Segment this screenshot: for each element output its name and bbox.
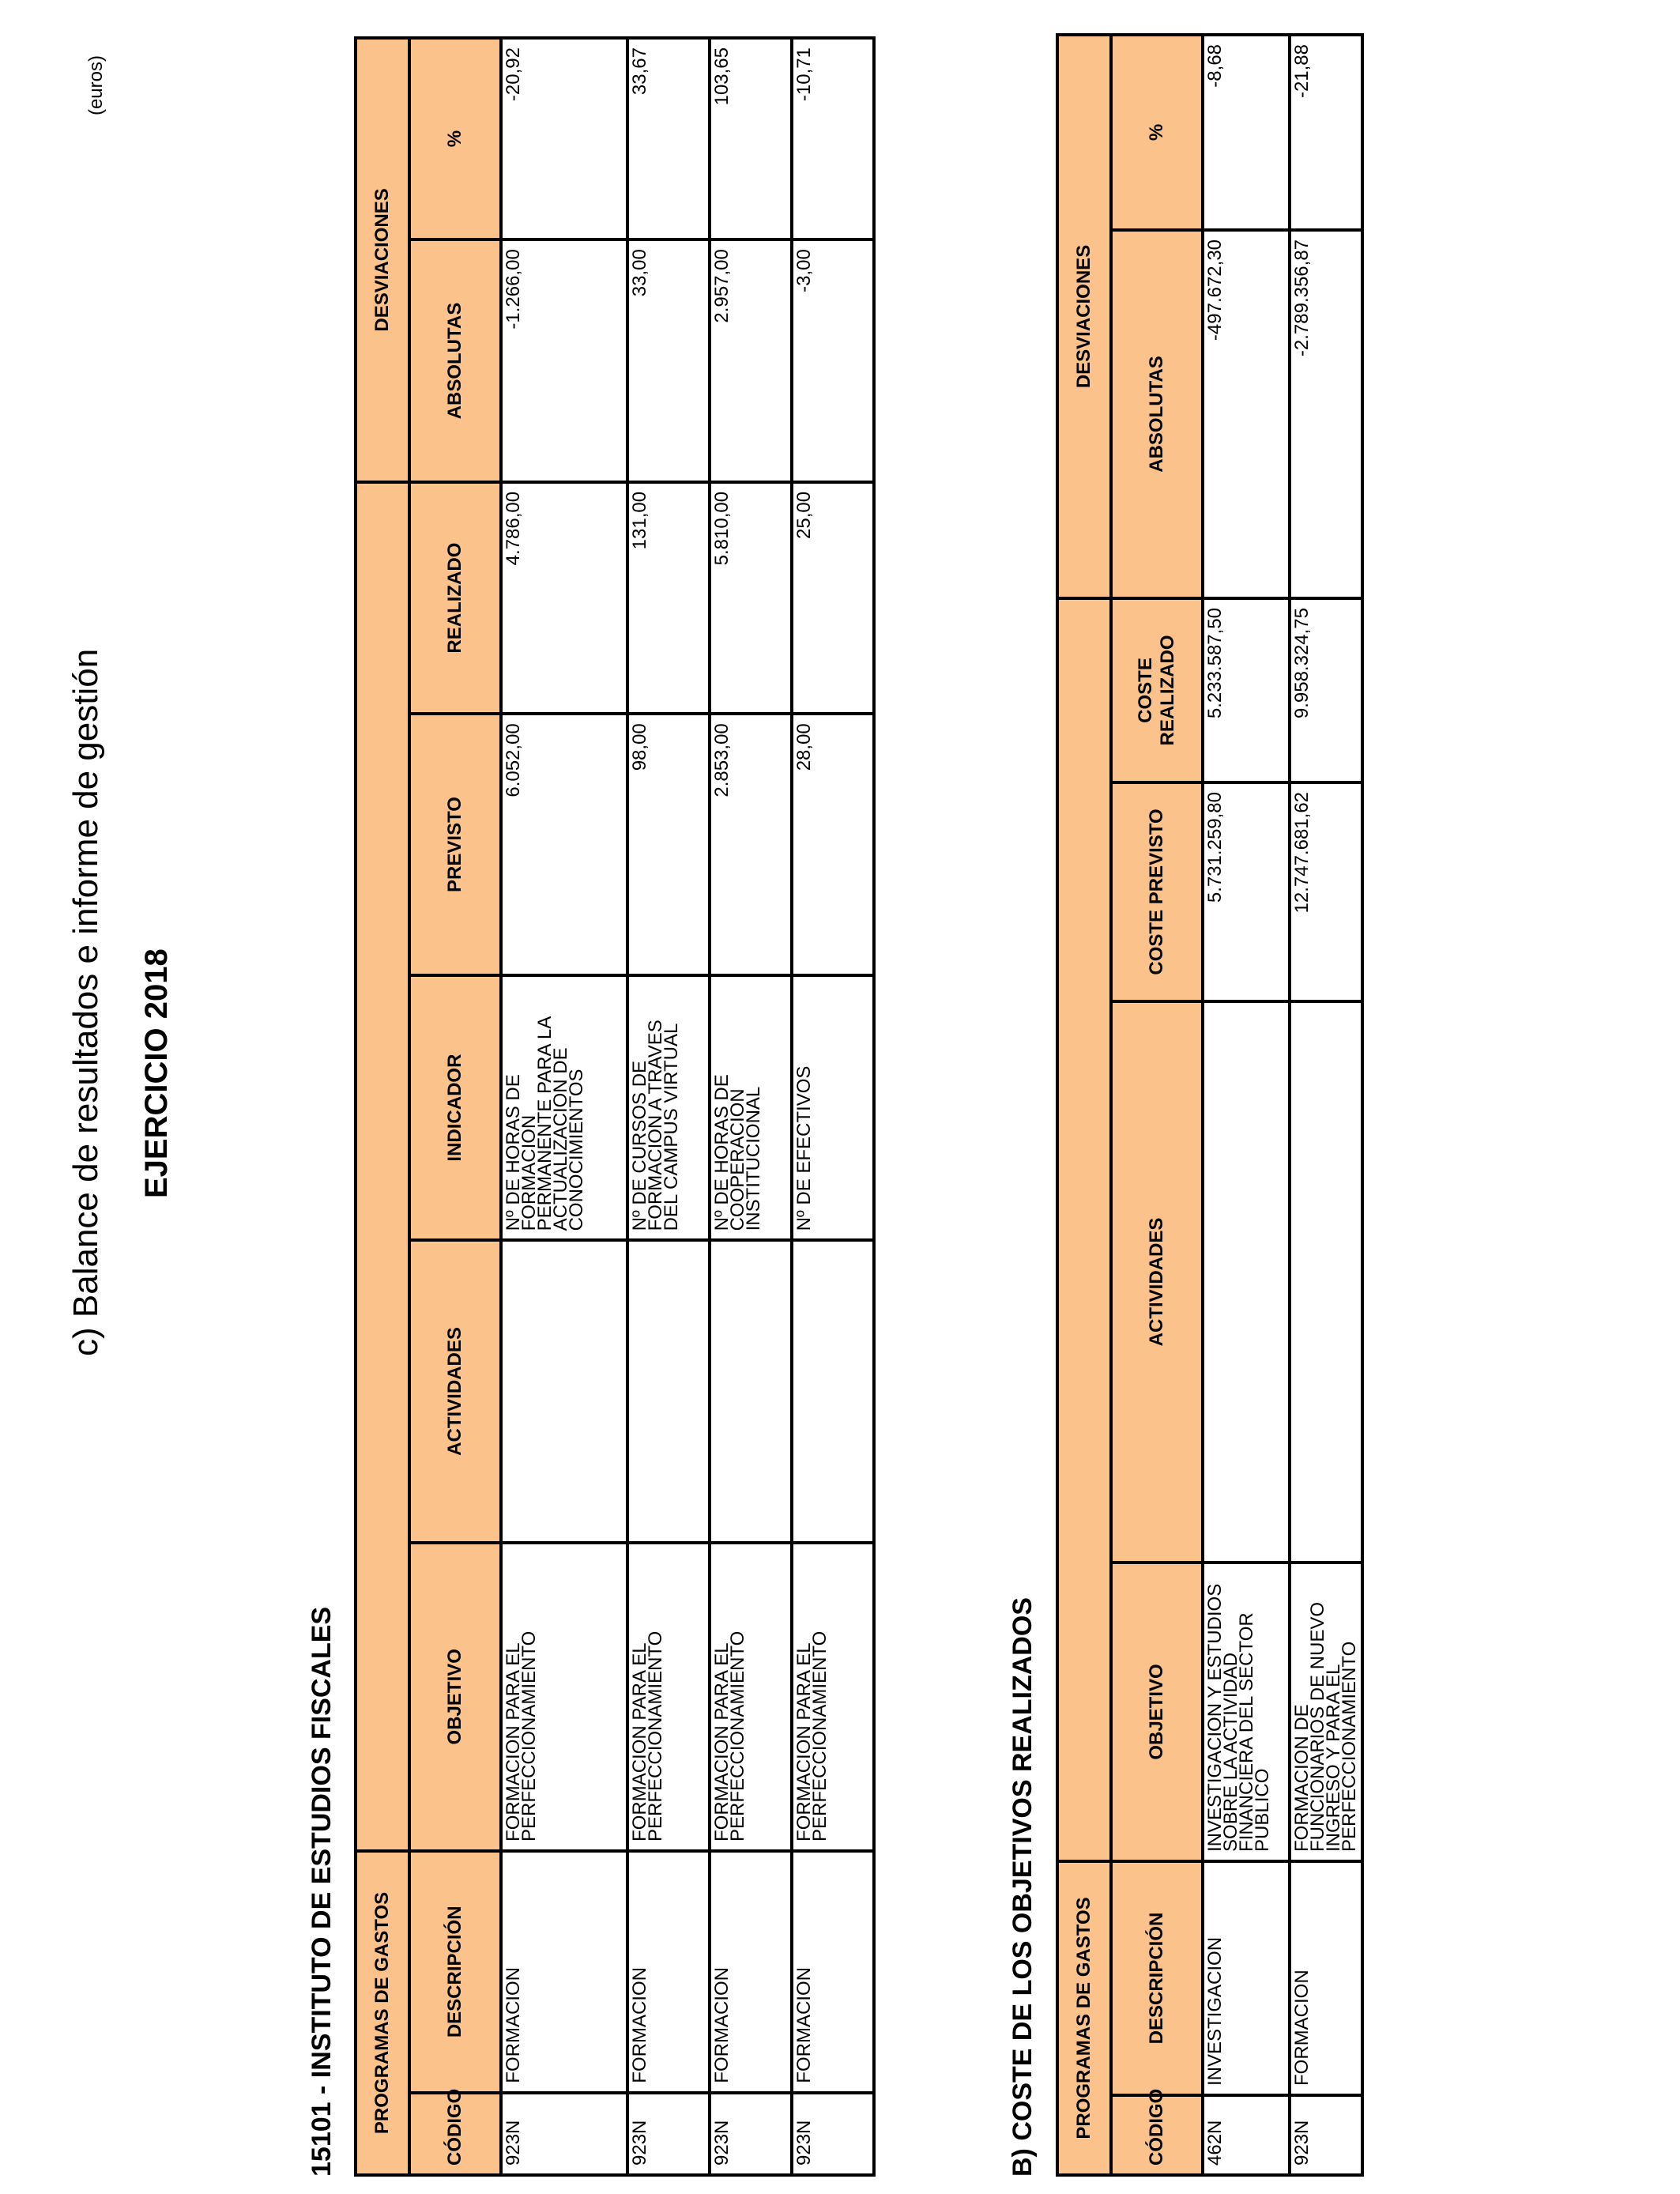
cell-realizado: 5.810,00	[710, 482, 792, 714]
section-heading: 15101 - INSTITUTO DE ESTUDIOS FISCALES	[307, 1606, 337, 2177]
table-row	[627, 38, 710, 2175]
column-header-row	[1111, 35, 1203, 2175]
col-actividades: ACTIVIDADES	[409, 1240, 501, 1542]
col-absolutas: ABSOLUTAS	[1111, 230, 1203, 598]
cell-codigo: 923N	[501, 2093, 627, 2175]
group-header-row	[1057, 35, 1111, 2175]
table-row	[792, 38, 874, 2175]
col-descripcion: DESCRIPCIÓN	[409, 1851, 501, 2093]
cell-absolutas: -3,00	[792, 239, 874, 482]
units-label: (euros)	[85, 55, 107, 116]
col-objetivo: OBJETIVO	[1111, 1563, 1203, 1861]
cell-pct: 103,65	[710, 38, 792, 239]
cell-actividades	[792, 1240, 874, 1542]
group-header-row	[356, 38, 409, 2175]
col-actividades: ACTIVIDADES	[1111, 1001, 1203, 1563]
cell-descripcion: FORMACION	[1290, 1861, 1362, 2095]
column-header-row	[409, 38, 501, 2175]
col-realizado: REALIZADO	[409, 482, 501, 714]
desviaciones-group-header: DESVIACIONES	[356, 38, 409, 482]
cell-absolutas: -497.672,30	[1203, 230, 1290, 598]
indicators-table	[354, 36, 876, 2177]
cell-indicador: Nº DE EFECTIVOS	[792, 975, 874, 1241]
cell-realizado: 25,00	[792, 482, 874, 714]
cell-pct: -8,68	[1203, 35, 1290, 230]
cell-objetivo: FORMACION PARA EL PERFECCIONAMIENTO	[792, 1543, 874, 1851]
cell-absolutas: -1.266,00	[501, 239, 627, 482]
table-row	[1290, 35, 1362, 2175]
cell-descripcion: FORMACION	[627, 1851, 710, 2093]
cell-actividades	[627, 1240, 710, 1542]
col-coste-previsto: COSTE PREVISTO	[1111, 782, 1203, 1001]
table-row	[1203, 35, 1290, 2175]
cell-objetivo: FORMACION PARA EL PERFECCIONAMIENTO	[627, 1543, 710, 1851]
cell-actividades	[710, 1240, 792, 1542]
cell-realizado: 131,00	[627, 482, 710, 714]
cell-previsto: 6.052,00	[501, 714, 627, 975]
cell-previsto: 98,00	[627, 714, 710, 975]
cell-codigo: 923N	[1290, 2095, 1362, 2175]
cell-absolutas: 33,00	[627, 239, 710, 482]
cell-coste-realizado: 5.233.587,50	[1203, 598, 1290, 782]
programas-group-header: PROGRAMAS DE GASTOS	[356, 1851, 409, 2175]
cell-actividades	[1290, 1001, 1362, 1563]
cell-absolutas: 2.957,00	[710, 239, 792, 482]
cell-pct: -21,88	[1290, 35, 1362, 230]
blank-group-header	[356, 482, 409, 1851]
cell-previsto: 28,00	[792, 714, 874, 975]
col-indicador: INDICADOR	[409, 975, 501, 1241]
cell-pct: 33,67	[627, 38, 710, 239]
col-absolutas: ABSOLUTAS	[409, 239, 501, 482]
col-coste-realizado: COSTE REALIZADO	[1111, 598, 1203, 782]
cell-indicador: Nº DE HORAS DE COOPERACION INSTITUCIONAL	[710, 975, 792, 1241]
blank-group-header	[1057, 598, 1111, 1861]
cell-coste-previsto: 5.731.259,80	[1203, 782, 1290, 1001]
col-codigo: CÓDIGO	[1111, 2095, 1203, 2175]
programas-group-header: PROGRAMAS DE GASTOS	[1057, 1861, 1111, 2175]
col-objetivo: OBJETIVO	[409, 1543, 501, 1851]
cell-indicador: Nº DE HORAS DE FORMACION PERMANENTE PARA LA ACTUALIZACION DE CONOCIMIENTOS	[501, 975, 627, 1241]
cell-objetivo: FORMACION PARA EL PERFECCIONAMIENTO	[501, 1543, 627, 1851]
cell-objetivo: INVESTIGACION Y ESTUDIOS SOBRE LA ACTIVIDAD FINANCIERA DEL SECTOR PUBLICO	[1203, 1563, 1290, 1861]
col-previsto: PREVISTO	[409, 714, 501, 975]
cell-objetivo: FORMACION PARA EL PERFECCIONAMIENTO	[710, 1543, 792, 1851]
col-pct: %	[1111, 35, 1203, 230]
table-row	[710, 38, 792, 2175]
col-descripcion: DESCRIPCIÓN	[1111, 1861, 1203, 2095]
cell-descripcion: INVESTIGACION	[1203, 1861, 1290, 2095]
fiscal-year: EJERCICIO 2018	[139, 948, 174, 1198]
cell-objetivo: FORMACION DE FUNCIONARIOS DE NUEVO INGRESO Y PARA EL PERFECCIONAMIENTO	[1290, 1563, 1362, 1861]
cell-descripcion: FORMACION	[710, 1851, 792, 2093]
cell-previsto: 2.853,00	[710, 714, 792, 975]
cell-coste-realizado: 9.958.324,75	[1290, 598, 1362, 782]
cell-pct: -20,92	[501, 38, 627, 239]
desviaciones-group-header: DESVIACIONES	[1057, 35, 1111, 598]
cell-absolutas: -2.789.356,87	[1290, 230, 1362, 598]
cell-codigo: 923N	[792, 2093, 874, 2175]
cell-pct: -10,71	[792, 38, 874, 239]
cell-actividades	[1203, 1001, 1290, 1563]
cell-realizado: 4.786,00	[501, 482, 627, 714]
cell-descripcion: FORMACION	[792, 1851, 874, 2093]
cell-codigo: 923N	[627, 2093, 710, 2175]
cell-descripcion: FORMACION	[501, 1851, 627, 2093]
document-title: c) Balance de resultados e informe de gestión	[66, 648, 105, 1356]
cell-codigo: 462N	[1203, 2095, 1290, 2175]
table-row	[501, 38, 627, 2175]
cell-indicador: Nº DE CURSOS DE FORMACION A TRAVES DEL CAMPUS VIRTUAL	[627, 975, 710, 1241]
section-heading: B) COSTE DE LOS OBJETIVOS REALIZADOS	[1008, 1597, 1038, 2177]
col-codigo: CÓDIGO	[409, 2093, 501, 2175]
cost-table	[1056, 33, 1364, 2177]
col-pct: %	[409, 38, 501, 239]
cell-coste-previsto: 12.747.681,62	[1290, 782, 1362, 1001]
cell-codigo: 923N	[710, 2093, 792, 2175]
cell-actividades	[501, 1240, 627, 1542]
